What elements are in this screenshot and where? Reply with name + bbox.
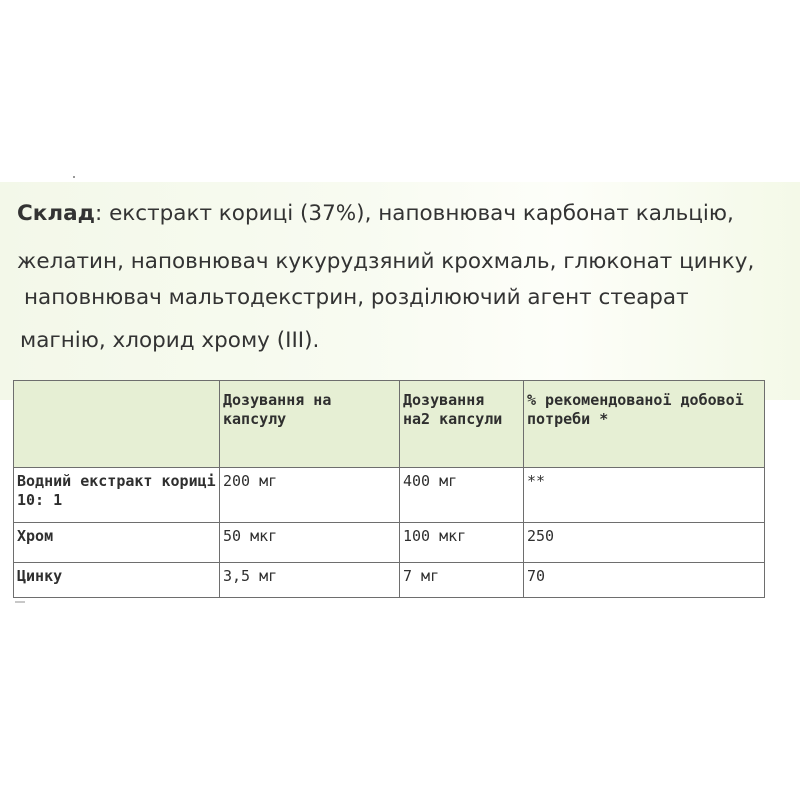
per-capsule-cell: 50 мкг [220, 523, 400, 563]
decorative-underline-mark [15, 601, 25, 603]
composition-label: Склад [17, 201, 95, 226]
row-name-cell: Цинку [14, 563, 220, 598]
percent-cell: ** [524, 468, 765, 523]
table-row [14, 563, 765, 598]
percent-cell: 250 [524, 523, 765, 563]
percent-cell: 70 [524, 563, 765, 598]
composition-line-1 [17, 200, 734, 228]
per-two-cell: 7 мг [400, 563, 524, 598]
decorative-dot [73, 176, 75, 178]
header-cell-daily-percent: % рекомендованої добової потреби * [524, 381, 765, 468]
table-row [14, 468, 765, 523]
header-cell-per-capsule: Дозування на капсулу [220, 381, 400, 468]
table-header-row [14, 381, 765, 468]
composition-line-3: наповнювач мальтодекстрин, розділюючий агент стеарат [24, 285, 689, 310]
table-row [14, 523, 765, 563]
header-cell-per-two-capsules: Дозування на2 капсули [400, 381, 524, 468]
per-capsule-cell: 3,5 мг [220, 563, 400, 598]
row-name-cell: Хром [14, 523, 220, 563]
per-two-cell: 400 мг [400, 468, 524, 523]
header-cell-empty [14, 381, 220, 468]
per-two-cell: 100 мкг [400, 523, 524, 563]
row-name-cell: Водний екстракт кориці 10: 1 [14, 468, 220, 523]
per-capsule-cell: 200 мг [220, 468, 400, 523]
composition-line-2: желатин, наповнювач кукурудзяний крохмаль, глюконат цинку, [17, 249, 755, 274]
composition-line-4: магнію, хлорид хрому (III). [20, 328, 320, 353]
composition-text-1: : екстракт кориці (37%), наповнювач карбонат кальцію, [95, 201, 734, 226]
nutrition-table [13, 380, 765, 598]
